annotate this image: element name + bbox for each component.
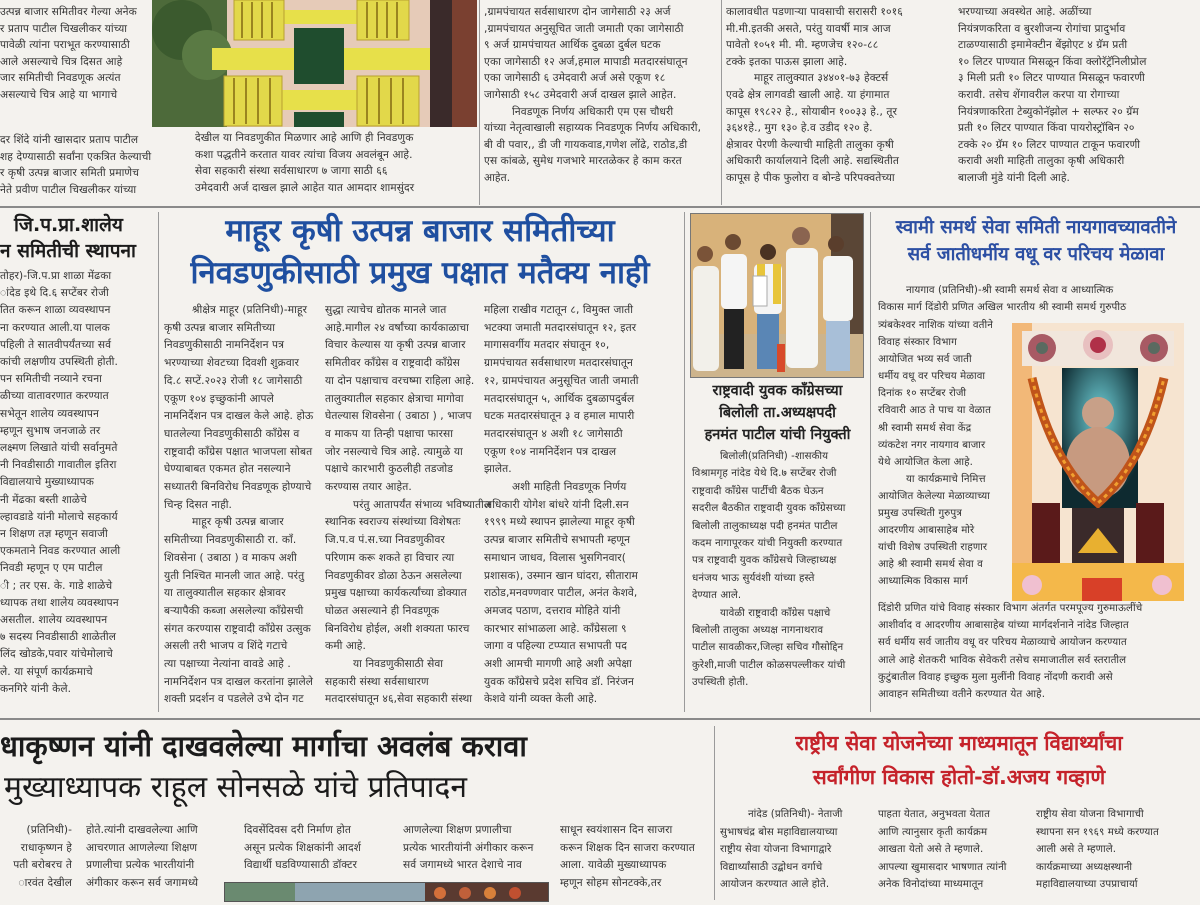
text-line: पाहता येतात, अनुभवता येतात [878,809,991,820]
text-line: समितीवर कॉंग्रेस व राष्ट्रवादी कॉंग्रेस [325,357,460,370]
text-line: कापूस १९८२२ हे., सोयाबीन १००३३ हे., तूर [726,105,898,118]
text-line: या निवडणुकीसाठी सेवा [353,658,444,671]
text-line: लक्ष्मण लिखाते यांची सर्वानुमते [0,442,118,455]
text-line: आणि त्यानुसार कृती कार्यक्रम [878,826,988,838]
text-line: उमेदवारी अर्ज दाखल झाले आहेत यात आमदार शामसुंदर [195,181,415,194]
text-line: यावेळी राष्ट्रवादी कॉंग्रेस पक्षाचे [720,607,831,619]
text-line: एका जागेसाठी १२ अर्ज,हमाल मापाडी मतदारसंघातून [484,55,688,68]
headline-line: मुख्याध्यापक राहूल सोनसळे यांचे प्रतिपादन [4,770,467,805]
text-line: समितीच्या निवडणुकीसाठी रा. कॉं. [164,534,297,547]
text-line: या कार्यक्रमाचे निमित्त [906,473,986,485]
text-line: आवाहन समितीच्या वतीने करण्यात येत आहे. [878,689,1046,701]
story-nss-headline [718,726,1200,794]
text-line: ारवंत देखील [18,876,72,889]
text-line: ३६४१हे., मुग १३० हे.व उडीद १२० हे. [726,122,873,135]
text-line: उपस्थिती होती. [692,677,749,689]
text-line: श्री स्वामी समर्थ सेवा केंद्र [878,422,972,434]
text-line: येथे आयोजित केला आहे. [878,456,973,468]
column-divider [684,212,685,712]
text-line: घटक मतदारसंघातून ३ व हमाल मापारी [484,410,635,423]
text-line: त्र्यंबकेश्वर नाशिक यांच्या वतीने [878,320,993,331]
text-line: १९९९ मध्ये स्थापन झालेल्या माहूर कृषी [484,516,635,529]
text-line: राष्ट्रीय सेवा योजना विभागाद्वारे [720,844,832,855]
text-line: आयोजित भव्य सर्व जाती [878,354,972,366]
text-line: एकूण १०४ नामनिर्देशन पत्र दाखल [484,445,617,458]
text-line: घातलेल्या निवडणुकीसाठी कॉंग्रेस व [164,427,300,440]
text-line: आहेत. [484,171,511,184]
text-line: करून शिक्षक दिन साजरा करण्यात [560,841,695,854]
text-line: दिंडोरी प्रणित यांचे विवाह संस्कार विभाग अंतर्गत परमपूज्य गुरुमाऊलींचे [878,603,1143,614]
text-line: श्रीक्षेत्र माहूर (प्रतिनिधी)-माहूर [192,304,308,316]
text-line: यांची विशेष उपस्थिती राहणार [878,542,988,554]
text-line: अमजद पठाण, दत्तराव मोहिते यांनी [484,604,621,617]
text-line: कार्यक्रमाच्या अध्यक्षस्थानी [1036,861,1133,873]
text-line: आणलेल्या शिक्षण प्रणालीचा [403,824,512,836]
text-line: ल्हावडाडे यांनी मोलाचे सहकार्य [0,510,118,523]
text-line: धर्मीय वधू वर परिचय मेळावा [878,371,986,383]
text-line: नियंत्रणाकरिता टेब्युकोनॅझोल + सल्फर २० ग्रॅम [958,105,1139,118]
text-line: नी मेंढका बस्ती शाळेचे [0,493,87,506]
story-swami-wide [878,600,1196,703]
text-line: ७ सदस्य निवडीसाठी शाळेतील [0,631,117,644]
text-line: विद्यार्थी घडविण्यासाठी डॉक्टर [244,859,358,871]
text-line: विद्यार्थ्यांसाठी उद्बोधन वर्गाचे [720,861,823,873]
story-swami-headline [876,214,1196,268]
text-line: संगत करण्यास राष्ट्रवादी कॉंग्रेस उत्सुक [164,622,311,635]
text-line: कांची लक्षणीय उपस्थिती होती. [0,356,118,369]
text-line: मतदारसंघातून ५, आर्थिक दुबळापदुर्बल [484,392,635,405]
top-right-column-a [726,4,951,187]
text-line: मतदारसंघातून ४ अशी १८ जागेसाठी [484,427,623,440]
text-line: नियंत्रणकरिता व बुरशीजन्य रोगांचा प्रादुर्भाव [958,22,1126,35]
text-line: आयोजन करण्यात आले होते. [720,879,830,890]
headline-line: माहूर कृषी उत्पन्न बाजार समितीच्या [225,213,615,249]
headline-line: बिलोली ता.अध्यक्षपदी [719,405,836,421]
text-line: दिनांक १० सप्टेंबर रोजी [878,388,967,400]
text-line: बिलोली तालुका अध्यक्ष नागनाथराव [692,625,824,637]
text-line: सेवा सहकारी संस्था सर्वसाधारण ७ जागा साठी ६६ [195,165,388,178]
story-radhakrishnan-col-1 [0,822,72,892]
text-line: राष्ट्रवादी कॉंग्रेस पक्षात भाजपला सोबत [164,445,313,458]
text-line: र प्रताप पाटील चिखलीकर यांच्या [0,22,128,35]
story-radhakrishnan-col-3 [244,822,394,875]
text-line: जि.प.व पं.स.च्या निवडणुकीवर [325,534,445,547]
top-left-column [0,4,150,104]
text-line: सर्व धर्मीय सर्व जातीय वधू वर परिचय मेळाव्याचे आयोजन करण्यात [878,637,1127,649]
text-line: विश्रामगृह नांदेड येथे दि.७ सप्टेंबर रोजी [692,468,837,480]
story-ncp-headline [690,380,865,446]
text-line: आखता येतो असे ते म्हणाले. [878,844,984,855]
text-line: टक्के इतका पाऊस झाला आहे. [726,55,848,68]
text-line: स्थापना सन १९६९ मध्ये करण्यात [1036,826,1159,838]
under-photo-column [195,130,475,196]
text-line: अधिकारी कार्यालयाने दिली आहे. सद्यस्थितीत [726,155,899,168]
top-mid-column [484,4,716,187]
text-line: तालुक्यातील सहकार क्षेत्राचा मागोवा [325,392,464,405]
text-line: बऱ्यापैकी कब्जा असलेल्या कॉंग्रेसची [164,604,304,617]
headline-line: जि.प.प्रा.शालेय [14,214,123,236]
text-line: घोळत असल्याने ही निवडणूक [325,604,440,617]
text-line: पहिली ते सातवीपर्यंतच्या सर्व [0,338,112,351]
text-line: १२, ग्रामपंचायत अनुसूचित जाती जमाती [484,374,639,387]
text-line: व माकप या तिन्ही पक्षाचा फारसा [325,427,454,440]
text-line: तोहर)-जि.प.प्रा शाळा मेंढका [0,270,112,282]
text-line: ळीच्या वातावरणात करण्यात [0,390,109,403]
text-line: नी निवडीसाठी गावातील इतिरा [0,459,117,472]
text-line: उत्पन्न बाजार समितीवर गेल्या अनेक [0,6,137,18]
story-swami-narrow [878,317,1008,591]
text-line: टाळण्यासाठी इमामेक्टीन बेंझोएट ४ ग्रॅम प्रती [958,39,1128,52]
text-line: करावी अशी माहिती तालुका कृषी अधिकारी [958,155,1125,168]
text-line: यांच्या नेतृत्वाखाली सहाय्यक निवडणूक निर्णय अधिकारी, [484,122,702,135]
text-line: आचरणात आणलेल्या शिक्षण [86,841,198,854]
text-line: प्रमुख उपस्थिती गुरुपुत्र [878,508,962,520]
text-line: आशीर्वाद व आदरणीय आबासाहेब यांच्या मार्गदर्शनाने नांदेड जिल्हात [878,620,1129,632]
column-divider [870,212,871,712]
headline-line: सर्वांगीण विकास होतो-डॉ.अजय गव्हाणे [812,765,1106,789]
headline-line: सर्व जातीधर्मीय वधू वर परिचय मेळावा [907,244,1165,265]
text-line: निवडणूक निर्णय अधिकारी एम एस चौधरी [512,105,674,118]
text-line: देण्यात आले. [692,590,742,602]
text-line: देखील या निवडणुकीत मिळणार आहे आणि ही निवडणुक [195,132,414,144]
text-line: आला. यावेळी मुख्याध्यापक [560,859,667,871]
text-line: पावेळी त्यांना पराभूत करण्यासाठी [0,39,130,52]
text-line: कारभार सांभाळला आहे. कॉंग्रेसला ९ [484,622,627,635]
text-line: केशवे यांनी व्यक्त केली आहे. [484,693,598,706]
text-line: विद्यालयाचे मुख्याध्यापक [0,476,94,489]
text-line: सुभाषचंद्र बोस महाविद्यालयाच्या [720,826,838,838]
text-line: नांदेड (प्रतिनिधी)- नेताजी [748,809,843,820]
text-line: र कृषी उत्पन्न बाजार समिती प्रमाणेच [0,167,140,180]
text-line: ३ मिली प्रती १० लिटर पाण्यात मिसळून फवारणी [958,72,1145,85]
text-line: आली असे ते म्हणाले. [1036,844,1117,855]
text-line: भरण्याच्या शेवटच्या दिवशी शुक्रवार [164,357,300,370]
story-left-headline [0,212,155,264]
text-line: बिलोली(प्रतिनिधी) -शासकीय [720,451,829,462]
story-main-headline [160,210,680,294]
text-line: बिलोली तालुकाध्यक्ष पदी हनमंत पाटील [692,520,838,532]
text-line: अनेक विनोदांच्या माध्यमातून [878,879,984,890]
text-line: विचार केल्यास या कृषी उत्पन्न बाजार [325,339,466,352]
text-line: निवडी म्हणून ए एम पाटील [0,562,103,575]
text-line: दि.८ सप्टें.२०२३ रोजी १८ जागेसाठी [164,374,303,387]
text-line: पत्र राष्ट्रवादी युवक कॉंग्रेसचे जिल्हाध्यक्ष [692,555,837,567]
text-line: झालेत. [484,463,512,476]
text-line: निवडणुकीसाठी नामनिर्देशन पत्र [164,339,285,352]
text-line: आध्यात्मिक विकास मार्ग [878,576,968,588]
text-line: प्रत्येक भारतीयांनी अंगीकार करून [403,841,534,854]
headline-line: निवडणुकीसाठी प्रमुख पक्षात मतैक्य नाही [190,255,650,291]
text-line: माहूर कृषी उत्पन्न बाजार [192,516,284,529]
text-line: असतील. शालेय व्यवस्थापन [0,614,108,627]
text-line: एवढे क्षेत्र लागवडी खाली आहे. या हंगामात [726,88,890,101]
text-line: असून प्रत्येक शिक्षकांनी आदर्श [244,841,362,854]
text-line: सध्यातरी बिनविरोध निवडणूक होण्याचे [164,481,312,494]
text-line: बी वी पवार,, डी जी गायकवाड,गणेश लोंढे, राठोड,डी [484,138,688,151]
text-line: भटक्या जमाती मतदारसंघातून १२, इतर [484,321,637,334]
headline-line: न समितीची स्थापना [0,240,136,262]
story-nss-col-3 [1036,806,1182,894]
text-line: जागा व पहिल्या टप्प्यात सभापती पद [484,640,627,653]
column-divider [714,726,715,900]
text-line: अशी माहिती निवडणूक निर्णय [512,481,627,494]
text-line: राष्ट्रवादी कॉंग्रेस पार्टीची बैठक घेऊन [692,485,824,497]
column-divider [721,0,722,205]
text-line: न शिक्षण तज्ञ म्हणून सवाजी [0,528,108,541]
text-line: ना करण्यात आली.या पालक [0,321,110,334]
text-line: राधाकृष्णन हे [20,841,72,854]
text-line: सहकारी संस्था सर्वसाधारण [325,675,429,688]
headline-line: स्वामी समर्थ सेवा समिती नायगावच्यावतीने [895,217,1177,238]
text-line: समाधान जाधव, विलास भुसगिनवार( [484,551,626,564]
story-left-body [0,268,150,698]
text-line: कुरेशी,माजी पाटील कोळसपल्लीकर यांची [692,659,846,671]
text-line: क्षेत्रावर पेरणी केल्याची माहिती तालुका कृषी [726,138,894,151]
text-line: कदम नागापूरकर यांची नियुक्ती करण्यात [692,538,843,550]
text-line: परिणाम करू शकते हा विचार त्या [325,551,455,564]
text-line: कनगिरे यांनी केले. [0,682,72,695]
text-line: माहूर तालुक्यात ३४४०१-७३ हेक्टर्स [754,72,889,85]
text-line: आले असल्याचे चित्र दिसत आहे [0,55,123,68]
text-line: भरण्याच्या अवस्थेत आहे. अळींच्या [958,6,1092,18]
story-radhakrishnan-col-5 [560,822,708,892]
text-line: मतदारसंघातून ४६,सेवा सहकारी संस्था [325,693,473,706]
top-right-column-b [958,4,1193,187]
text-line: ी ; तर एस. के. गाडे शाळेचे [0,579,113,592]
text-line: १० लिटर पाण्यात मिसळून किंवा क्लोरॅट्रॅनिलीप्रोल [958,55,1147,68]
text-line: पक्षाचे कारभारी कुठलीही तडजोड [325,463,454,476]
text-line: होते.त्यांनी दाखवलेल्या आणि [86,824,198,836]
top-left-lower [0,132,180,198]
text-line: बिनविरोध होईल, अशी शक्यता फारच [325,622,470,635]
text-line: असली तरी भाजप व शिंदे गटाचे [164,640,288,653]
text-line: दिवसेंदिवस दरी निर्माण होत [244,824,352,836]
text-line: जोर नसल्याचे चित्र आहे. त्यामुळे या [325,445,463,458]
text-line: परंतु आतापर्यंत संभाव्य भविष्यातील [353,498,492,511]
text-line: पती बरोबरच ते [13,859,72,871]
text-line: सदरील बैठकीत राष्ट्रवादी युवक कॉंग्रेसच्या [692,503,846,515]
story-main-col-1 [164,302,316,709]
text-line: कशा पद्धतीने करतात यावर त्यांचा विजय अवलंबून आहे. [195,148,413,161]
text-line: आयोजित केलेल्या मेळाव्याच्या [878,490,990,502]
text-line: म्हणून सुभाष जनजाळे तर [0,424,101,437]
story-swami-intro [878,282,1196,316]
text-line: असल्याचे चित्र आहे या भागाचे [0,88,118,101]
text-line: धनंजय भाऊ सुर्यवंशी यांच्या हस्ते [692,572,815,584]
text-line: आले आहे शेतकरी भाविक सेवेकरी तसेच समाजातील सर्व स्तरातील [878,654,1127,666]
text-line: त्या पक्षाच्या नेत्यांना वावडे आहे . [164,658,291,671]
text-line: रविवारी आठ ते पाच या वेळात [878,405,991,417]
text-line: व्यंकटेश नगर नायगाव बाजार [878,439,986,451]
story-radhakrishnan-col-2 [86,822,226,892]
text-line: टक्के २० ग्रॅम १० लिटर पाण्यात टाकून फवारणी [958,138,1141,151]
text-line: नेते प्रवीण पाटील चिखलीकर यांच्या [0,183,137,196]
text-line: ,ग्रामपंचायत अनुसूचित जाती जमाती एका जागेसाठी [484,22,684,35]
text-line: एस कांबळे, सुमेध गजभारे मारतळेकर हे काम करत [484,155,682,168]
text-line: तित करून शाळा व्यवस्थापन [0,304,111,317]
text-line: आहे.मागील २४ वर्षांच्या कार्यकाळाचा [325,321,469,334]
section-divider [0,718,1200,720]
text-line: जागेसाठी १५८ उमेदवारी अर्ज दाखल झाले आहेत. [484,88,677,101]
school-event-photo [224,882,549,902]
text-line: साधून स्वयंशासन दिन साजरा [560,824,673,836]
text-line: आहे श्री स्वामी समर्थ सेवा व [878,559,983,571]
text-line: या दोन पक्षाचाच वरचष्मा राहिला आहे. [325,374,475,387]
text-line: एका जागेसाठी ६ उमेदवारी अर्ज असे एकूण १८ [484,72,666,85]
text-line: निवडणुकीवर डोळा ठेऊन असलेल्या [325,569,462,582]
text-line: शह देण्यासाठी सर्वांना एकत्रित केल्याची [0,150,152,163]
text-line: नामनिर्देशन पत्र दाखल करतांना झालेले [164,675,314,688]
text-line: करण्यास तयार आहेत. [325,481,412,494]
text-line: बालाजी मुंडे यांनी दिली आहे. [958,171,1071,184]
text-line: प्रमुख पक्षाच्या कार्यकर्त्यांच्या डोक्यात [325,587,467,600]
text-line: आपल्या खुमासदार भाषणात त्यांनी [878,861,1007,873]
text-line: ९ अर्ज ग्रामपंचायत आर्थिक दुबळा दुर्बल घटक [484,39,661,52]
story-radhakrishnan-headline [0,726,712,810]
text-line: युती निश्चित मानली जात आहे. परंतु [164,569,305,582]
text-line: सभेतून शालेय व्यवस्थापन [0,407,100,420]
text-line: अधिकारी योगेश बांधरे यांनी दिली.सन [484,498,629,511]
column-divider [479,0,480,205]
story-radhakrishnan-col-4 [403,822,553,875]
building-facade-photo [152,0,477,127]
text-line: नामनिर्देशन पत्र दाखल केले आहे. होऊ [164,410,314,423]
story-nss-col-2 [878,806,1024,894]
text-line: स्थानिक स्वराज्य संस्थांच्या विशेषतः [325,516,461,529]
text-line: महिला राखीव गटातून ८, विमुक्त जाती [484,304,634,316]
text-line: प्रशासक), उस्मान खान घांदरा, सीताराम [484,569,638,582]
text-line: कालावधीत पडणाऱ्या पावसाची सरासरी १०१६ [726,6,903,18]
column-divider [158,212,159,712]
text-line: विकास मार्ग दिंडोरी प्रणित अखिल भारतीय श्री स्वामी समर्थ गुरुपीठ [878,302,1127,313]
text-line: मागासवर्गीय मतदार संघातून १०, [484,339,610,352]
text-line: कृषी उत्पन्न बाजार समितीच्या [164,321,276,334]
text-line: महाविद्यालयाच्या उपप्राचार्या [1036,879,1138,890]
text-line: प्रणालीचा प्रत्येक भारतीयांनी [86,859,195,871]
text-line: अशी आमची मागणी आहे अशी अपेक्षा [484,658,632,671]
text-line: ,ग्रामपंचायत सर्वसाधारण दोन जागेसाठी २३ अर्ज [484,6,671,18]
text-line: पाटील सावळीकर,जिल्हा सचिव गौसोद्दिन [692,642,844,654]
text-line: घेण्याबाबत एकमत होत नसल्याने [164,463,291,476]
text-line: मी.मी.इतकी असते, परंतु यावर्षी मात्र आज [726,22,891,35]
text-line: अंगीकार करून सर्व जगामध्ये [86,876,199,889]
text-line: ांदेड इथे दि.६ सप्टेंबर रोजी [0,287,109,300]
story-main-col-3 [484,302,679,709]
text-line: या तालुक्यातील सहकार क्षेत्रावर [164,587,286,600]
text-line: ध्यापक तथा शालेय व्यवस्थापन [0,596,119,609]
text-line: एकमताने निवड करण्यात आली [0,545,121,558]
headline-line: हनमंत पाटील यांची नियुक्ती [704,427,851,443]
story-nss-col-1 [720,806,866,894]
story-main-col-2 [325,302,492,709]
text-line: कुटुंबातील विवाह इच्छुक मुला मुलींनी विवाह नोंदणी करावी असे [878,671,1113,683]
text-line: राष्ट्रीय सेवा योजना विभागाची [1036,809,1144,820]
headline-line: धाकृष्णन यांनी दाखवलेल्या मार्गाचा अवलंब करावा [0,729,527,763]
text-line: दर शिंदे यांनी खासदार प्रताप पाटील [0,134,139,146]
text-line: करावी. तसेच शेंगावरील करपा या रोगाच्या [958,88,1120,101]
text-line: सुद्धा त्याचेच द्योतक मानले जात [325,304,447,316]
story-ncp-body [692,448,864,692]
text-line: आदरणीय आबासाहेब मोरे [878,525,975,537]
text-line: चिन्ह दिसत नाही. [164,498,233,511]
swami-samarth-idol-photo [1012,323,1184,601]
text-line: शिवसेना ( उबाठा ) व माकप अशी [164,551,297,564]
text-line: ग्रामपंचायत सर्वसाधारण मतदारसंघातून [484,357,634,370]
text-line: राठोड,मनवण्णवार पाटील, अनंत केशवे, [484,587,638,600]
text-line: प्रती १० लिटर पाण्यात किंवा पायरोस्ट्रॉबिन २० [958,122,1135,135]
text-line: पावेतो १०५१ मी. मी. म्हणजेच १२०-८८ [726,39,879,52]
text-line: लिंद खोडके,पवार यांचेमोलाचे [0,648,113,661]
text-line: युवक कॉंग्रेसचे प्रदेश सचिव डॉ. निरंजन [484,675,635,688]
group-photo-appointment [690,213,864,378]
section-divider [0,206,1200,208]
text-line: कापूस हे पीक फुलोरा व बोन्डे परिपक्वतेच्या [726,171,895,184]
headline-line: राष्ट्रवादी युवक कॉंग्रेसच्या [712,383,843,399]
headline-line: राष्ट्रीय सेवा योजनेच्या माध्यमातून विद्यार्थ्यांचा [795,731,1123,755]
text-line: पन समितीची नव्याने रचना [0,373,102,386]
text-line: कमी आहे. [325,640,367,653]
text-line: घेतल्यास शिवसेना ( उबाठा ) , भाजप [325,410,472,423]
text-line: उत्पन्न बाजार समितीचे सभापती म्हणून [484,534,631,547]
text-line: (प्रतिनिधी)- [26,824,72,836]
text-line: ले. या संपूर्ण कार्यक्रमाचे [0,665,93,678]
text-line: म्हणून सोहम सोनटक्के,तर [560,876,662,889]
text-line: जार समितीची निवडणूक अत्यंत [0,72,121,85]
text-line: शक्ती प्रदर्शन व पडलेले उभे दोन गट [164,693,304,706]
text-line: नायगाव (प्रतिनिधी)-श्री स्वामी समर्थ सेवा व आध्यात्मिक [906,285,1114,296]
text-line: विवाह संस्कार विभाग [878,337,958,349]
text-line: एकूण १०४ इच्छुकांनी आपले [164,392,274,405]
text-line: सर्व जगामध्ये भारत देशाचे नाव [403,859,522,871]
